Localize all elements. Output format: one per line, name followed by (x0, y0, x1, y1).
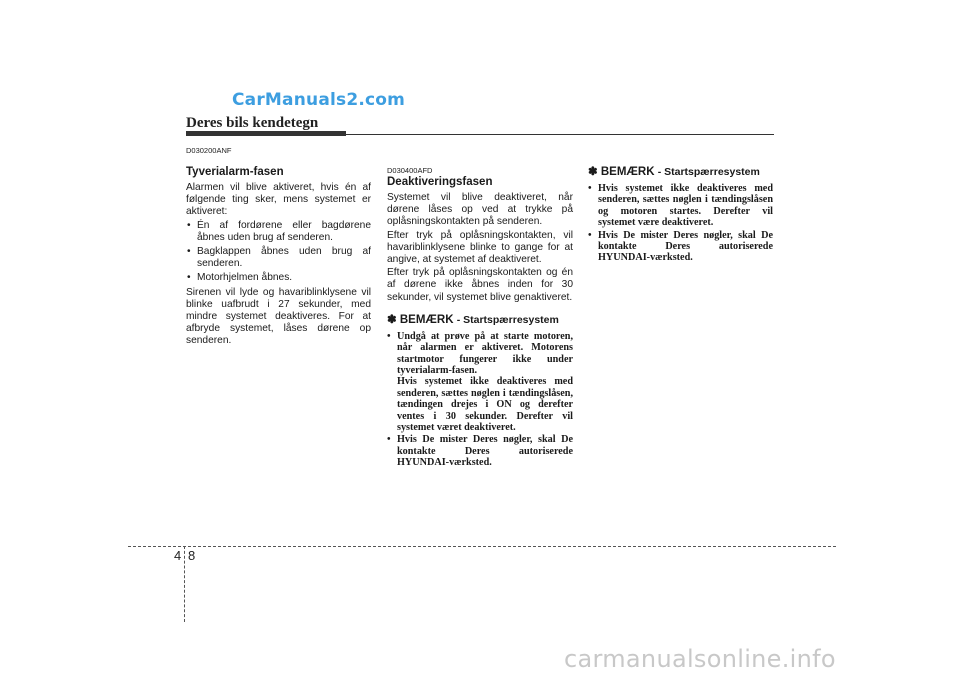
list-item: • Én af fordørene eller bagdørene åbnes uden brug af senderen. (187, 219, 371, 243)
list-item: • Undgå at prøve på at starte motoren, når alarmen er aktiveret. Motorens startmotor fungerer ikke under tyverialarm-fasen. Hvis systemet ikke deaktiveres med senderen, sættes nøglen i tændingslåsen, tændingen drejes i ON og derefter ventes i 30 sekunder. Derefter vil systemet været deaktiveret. (387, 330, 573, 434)
paragraph-1: Systemet vil blive deaktiveret, når dørene låses op ved at trykke på oplåsningskontakten på senderen. (387, 192, 573, 228)
paragraph-outro: Sirenen vil lyde og havariblinklysene vil blinke uafbrudt i 27 sekunder, med mindre systemet deaktiveres. For at afbryde systemet, låses dørene op senderen. (186, 286, 371, 347)
list-item: • Bagklappen åbnes uden brug af senderen. (187, 246, 371, 270)
bullet-icon: • (588, 229, 592, 241)
watermark-carmanuals2: CarManuals2.com (232, 90, 406, 110)
paragraph-3: Efter tryk på oplåsningskontakten og én af dørene ikke åbnes inden for 30 sekunder, vil systemet blive genaktiveret. (387, 267, 573, 303)
note-heading-col3: ✽ BEMÆRK - Startspærresystem (588, 166, 760, 178)
bullet-icon: • (387, 330, 391, 342)
list-item: • Hvis systemet ikke deaktiveres med senderen, sættes nøglen i tændingslåsen og motoren startes. Derefter vil systemet være deaktiveret. (588, 183, 773, 229)
header-rule-accent (186, 131, 346, 136)
section-number: 4 (174, 548, 182, 563)
note-heading-col2: ✽ BEMÆRK - Startspærresystem (387, 313, 559, 326)
heading-deaktiveringsfasen: Deaktiveringsfasen (387, 176, 493, 188)
column-3 (588, 166, 773, 265)
note-star-icon: ✽ (387, 313, 397, 326)
footer-divider (184, 546, 185, 622)
paragraph-2: Efter tryk på oplåsningskontakten, vil havariblinklysene blinke to gange for at angive, at systemet af deaktiveret. (387, 229, 573, 266)
bullet-icon: • (187, 219, 191, 231)
note-list-col2 (387, 331, 573, 469)
note-list-col3 (588, 183, 773, 264)
section-header-title: Deres bils kendetegn (186, 115, 319, 131)
watermark-carmanualsonline: carmanualsonline.info (564, 645, 836, 673)
section-code-col2: D030400AFD (387, 166, 433, 175)
note-star-icon: ✽ (588, 166, 598, 178)
footer-rule (128, 546, 836, 547)
list-item: • Hvis De mister Deres nøgler, skal De kontakte Deres autoriserede HYUNDAI-værksted. (387, 434, 573, 469)
paragraph-intro: Alarmen vil blive aktiveret, hvis én af følgende ting sker, mens systemet er aktiveret: (186, 182, 371, 218)
heading-tyverialarm: Tyverialarm-fasen (186, 166, 284, 178)
column-1 (186, 166, 371, 349)
list-item: • Motorhjelmen åbnes. (187, 272, 293, 284)
bullet-icon: • (387, 434, 391, 446)
bullet-icon: • (187, 272, 191, 284)
bullet-icon: • (187, 246, 191, 258)
bullet-list-col1 (186, 220, 371, 285)
bullet-icon: • (588, 183, 592, 194)
section-code-col1: D030200ANF (186, 146, 232, 155)
list-item: • Hvis De mister Deres nøgler, skal De kontakte Deres autoriserede HYUNDAI-værksted. (588, 229, 773, 264)
column-2 (387, 176, 573, 470)
page-number: 8 (188, 548, 196, 563)
